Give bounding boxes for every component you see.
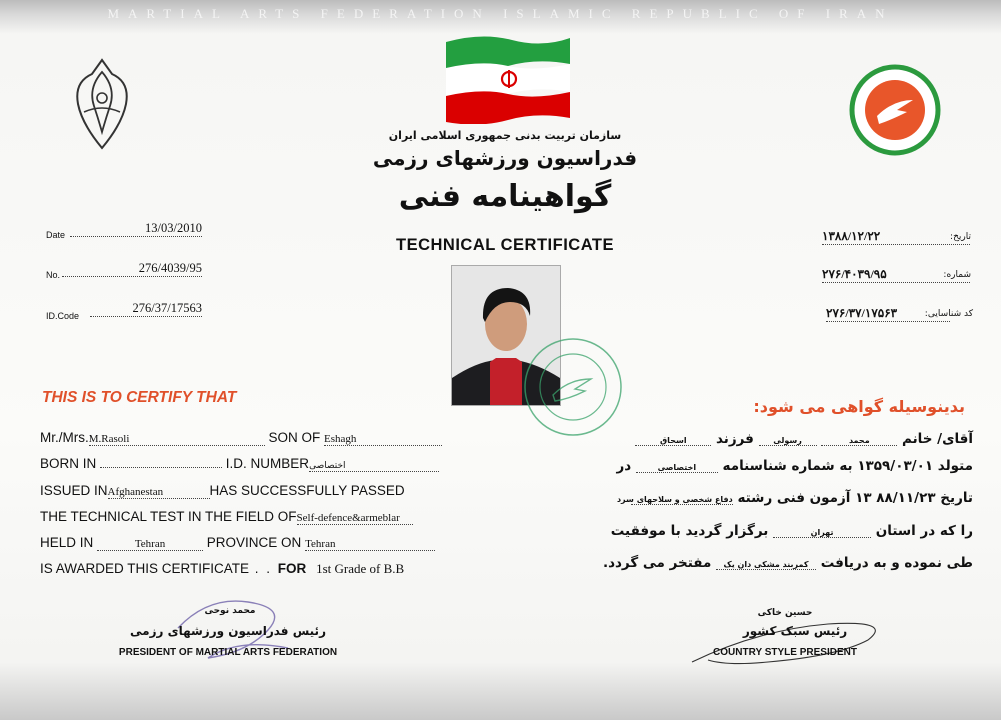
fa-family: رسولی <box>759 436 817 446</box>
body-line-name <box>40 430 442 446</box>
province-label: PROVINCE ON <box>206 535 302 550</box>
id-code-label-fa: کد شناسایی: <box>924 309 973 319</box>
body-line-born <box>40 456 439 472</box>
fa-id-value: اختصاصی <box>636 463 718 473</box>
id-code-label: ID.Code <box>46 311 80 321</box>
held-in-value: Tehran <box>97 538 203 551</box>
fa-province-value: تهران <box>773 528 871 538</box>
fa-mr-label: آقای/ خانم <box>902 431 973 447</box>
for-label: FOR <box>277 561 307 576</box>
fa-child-label: فرزند <box>716 431 754 447</box>
born-in-value <box>100 467 222 468</box>
id-code-value: 276/37/17563 <box>90 301 202 317</box>
id-number-value: اختصاصی <box>309 461 439 472</box>
passed-label: HAS SUCCESSFULLY PASSED <box>209 483 405 498</box>
federation-title-fa: فدراسیون ورزشهای رزمی <box>372 146 638 170</box>
certify-heading-en: THIS IS TO CERTIFY THAT <box>42 389 237 406</box>
left-signer-title-en: PRESIDENT OF MARTIAL ARTS FEDERATION <box>118 647 338 658</box>
fa-name: محمد <box>821 436 897 446</box>
date-label: Date <box>46 230 66 240</box>
fa-body-line-4 <box>611 523 973 539</box>
fa-receive-label: طی نموده و به دریافت <box>820 555 973 571</box>
fa-body-line-5 <box>603 555 973 571</box>
fa-province-label: را که در استان <box>875 523 973 539</box>
body-line-awarded: IS AWARDED THIS CERTIFICATE . . FOR 1st Grade of B.B <box>40 561 405 576</box>
fa-test-label: ۱۳ آزمون فنی رشته <box>737 490 872 506</box>
left-signer-name-fa: محمد نوحی <box>204 606 256 616</box>
fa-field-value: دفاع شخصی و سلاحهای سرد <box>616 495 733 504</box>
federation-logo-icon <box>849 64 941 156</box>
right-signer-title-fa: رئیس سبک کشور <box>742 624 848 638</box>
body-line-issued <box>40 483 405 499</box>
held-in-label: HELD IN <box>40 535 94 550</box>
fa-born-date: ۱۳۵۹/۰۳/۰۱ <box>857 458 934 474</box>
fa-body-line-3 <box>616 490 973 506</box>
awarded-label: IS AWARDED THIS CERTIFICATE <box>40 561 250 576</box>
body-line-held <box>40 535 435 551</box>
id-code-value-fa: ۲۷۶/۳۷/۱۷۵۶۳ <box>826 306 950 322</box>
certificate-title-fa: گواهینامه فنی <box>398 179 612 214</box>
signature-right-icon <box>688 612 894 670</box>
certificate-title-en: TECHNICAL CERTIFICATE <box>396 236 614 254</box>
issued-in-label: ISSUED IN <box>40 483 108 498</box>
id-number-label: I.D. NUMBER <box>225 456 310 471</box>
date-value-fa: ۱۳۸۸/۱۲/۲۲ <box>822 229 970 245</box>
issued-in-value: Afghanestan <box>108 486 210 499</box>
fa-test-date: ۸۸/۱۱/۲۳ <box>876 490 936 506</box>
date-label-fa: تاریخ: <box>950 232 971 242</box>
fa-in-label: در <box>616 458 632 474</box>
grade-value: 1st Grade of B.B <box>316 561 405 576</box>
body-line-field <box>40 509 413 525</box>
organization-title-fa: سازمان تربیت بدنی جمهوری اسلامی ایران <box>388 129 622 142</box>
banner-text: MARTIAL ARTS FEDERATION ISLAMIC REPUBLIC OF IRAN <box>107 6 894 21</box>
fa-body-line-1 <box>635 431 973 447</box>
number-label-fa: شماره: <box>943 270 971 280</box>
fa-father: اسحاق <box>635 436 711 446</box>
born-in-label: BORN IN <box>40 456 97 471</box>
left-signer-title-fa: رئیس فدراسیون ورزشهای رزمی <box>130 624 326 638</box>
right-signer-name-fa: حسین خاکی <box>757 608 813 618</box>
field-value: Self-defence&armeblar <box>297 512 413 525</box>
fa-date-label: تاریخ <box>940 490 973 506</box>
emblem-icon <box>70 58 134 150</box>
province-value: Tehran <box>305 538 435 551</box>
iran-flag-icon <box>442 32 574 124</box>
fa-id-label: به شماره شناسنامه <box>722 458 853 474</box>
fa-born-label: متولد <box>937 458 973 474</box>
number-value-fa: ۲۷۶/۴۰۳۹/۹۵ <box>822 267 970 283</box>
holder-name: M.Rasoli <box>89 433 265 446</box>
date-value: 13/03/2010 <box>70 221 202 237</box>
son-of-label: SON OF <box>268 430 321 445</box>
fa-honored-label: مفتخر می گردد. <box>602 555 712 571</box>
fa-held-label: برگزار گردید با موفقیت <box>610 523 769 539</box>
number-value: 276/4039/95 <box>62 261 202 277</box>
mr-label: Mr./Mrs. <box>40 430 89 445</box>
right-signer-title-en: COUNTRY STYLE PRESIDENT <box>713 647 857 658</box>
stamp-icon <box>521 335 625 439</box>
certify-heading-fa: بدینوسیله گواهی می شود: <box>753 397 965 416</box>
technical-test-label: THE TECHNICAL TEST IN THE FIELD OF <box>40 509 297 524</box>
fa-body-line-2 <box>616 458 973 474</box>
father-name: Eshagh <box>324 433 442 446</box>
number-label: No. <box>46 270 61 280</box>
fa-grade-value: کمربند مشکی دان یک <box>716 560 816 570</box>
